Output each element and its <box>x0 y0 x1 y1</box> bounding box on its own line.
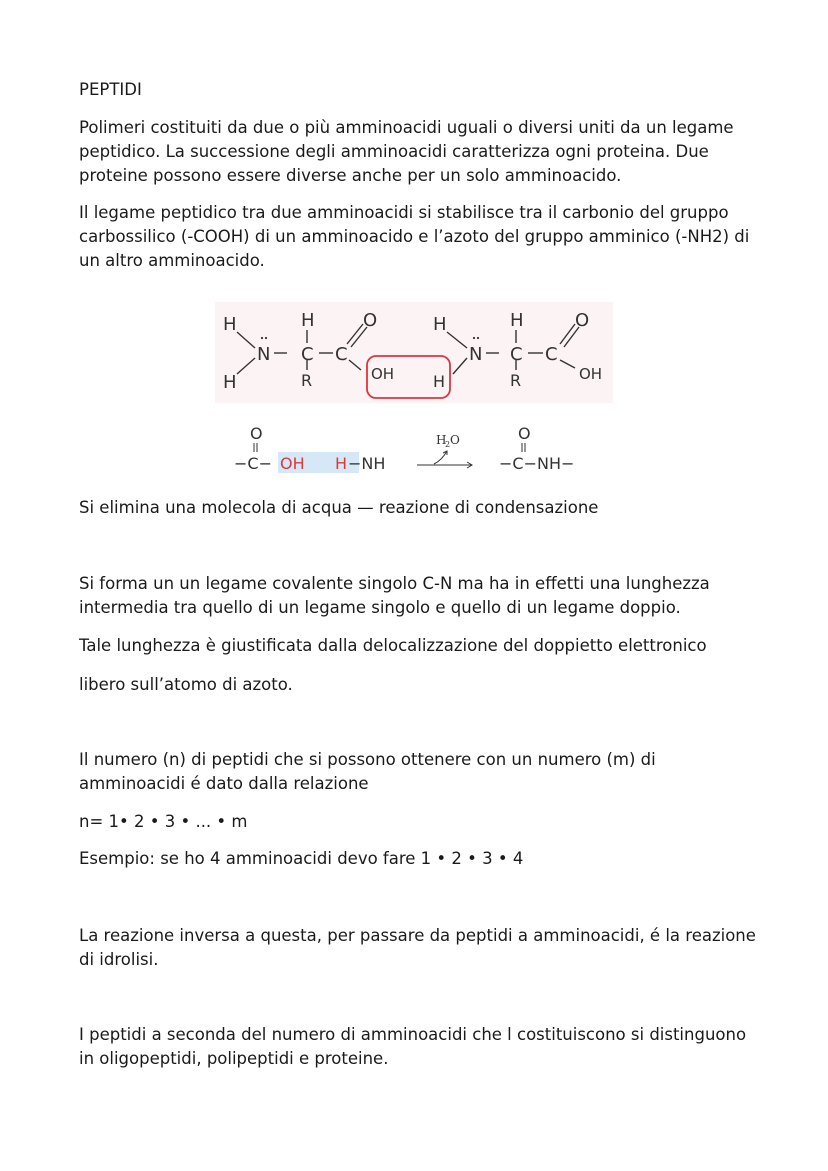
structure-atoms <box>223 310 602 393</box>
water-o: O <box>450 433 460 447</box>
condensation-reaction-figure <box>228 420 598 480</box>
atom-oh: OH <box>371 365 395 383</box>
atom-h: H <box>433 314 447 335</box>
atom-c: C <box>301 344 314 365</box>
water-subscript: 2 <box>445 440 451 449</box>
paragraph-definition: Polimeri costituiti da due o più amminoacidi uguali o diversi uniti da un legame peptidico. La successione degli amminoacidi caratterizza ogni proteina. Due proteine possono essere diverse anche per un solo amminoacido. <box>79 118 734 185</box>
atom-n: N <box>257 344 271 365</box>
paragraph-hydrolysis: La reazione inversa a questa, per passare da peptidi a amminoacidi, é la reazione di idrolisi. <box>79 926 756 969</box>
atom-c: C <box>545 344 558 365</box>
atom-c: C <box>510 344 523 365</box>
example: Esempio: se ho 4 amminoacidi devo fare 1 • 2 • 3 • 4 <box>79 849 524 868</box>
paragraph-delocalization: Tale lunghezza è giustificata dalla delocalizzazione del doppietto elettronico <box>79 636 707 655</box>
atom-r: R <box>510 371 522 390</box>
atom-n: N <box>469 344 483 365</box>
atom-c: C <box>335 344 348 365</box>
water-h: H <box>436 433 447 447</box>
page-title: PEPTIDI <box>79 80 142 99</box>
paragraph-classification: I peptidi a seconda del numero di amminoacidi che l costituiscono si distinguono in oligopeptidi, polipeptidi e proteine. <box>79 1025 747 1068</box>
paragraph-covalent-bond: Si forma un un legame covalente singolo C-N ma ha in effetti una lunghezza intermedia tra quello di un legame singolo e quello di un legame doppio. <box>79 574 710 617</box>
reaction-svg <box>228 420 598 480</box>
peptide-product: −C−NH− <box>499 454 575 473</box>
reactant-carbon: −C− <box>234 454 272 473</box>
paragraph-nitrogen: libero sull’atomo di azoto. <box>79 675 293 694</box>
atom-h: H <box>223 314 237 335</box>
paragraph-peptide-bond: Il legame peptidico tra due amminoacidi si stabilisce tra il carbonio del gruppo carbossilico (-COOH) di un amminoacido e l’azoto del gruppo amminico (-NH2) di un altro amminoacido. <box>79 203 750 270</box>
paragraph-condensation: Si elimina una molecola di acqua — reazione di condensazione <box>79 498 599 517</box>
peptide-bond-structure-figure <box>215 302 613 403</box>
atom-h: H <box>433 372 446 391</box>
atom-oh: OH <box>579 365 603 383</box>
hydroxyl-group: OH <box>280 454 305 473</box>
reaction-arrow-icon <box>417 451 472 468</box>
formula: n= 1• 2 • 3 • ... • m <box>79 812 248 831</box>
atom-h: H <box>510 310 524 331</box>
amine-group: −NH <box>348 454 386 473</box>
structure-bonds <box>237 324 579 374</box>
atom-r: R <box>301 371 313 390</box>
water-label <box>436 433 460 449</box>
amine-hydrogen: H <box>335 454 348 473</box>
double-bond-marks <box>254 443 525 452</box>
carbonyl-o: O <box>250 424 263 443</box>
structure-svg <box>215 302 613 403</box>
atom-o: O <box>363 310 378 331</box>
paragraph-peptide-count: Il numero (n) di peptidi che si possono ottenere con un numero (m) di amminoacidi é dato dalla relazione <box>79 750 656 793</box>
atom-h: H <box>301 310 315 331</box>
lone-pair-dots <box>261 337 479 339</box>
product-carbonyl-o: O <box>518 424 531 443</box>
atom-o: O <box>575 310 590 331</box>
atom-h: H <box>223 372 237 393</box>
